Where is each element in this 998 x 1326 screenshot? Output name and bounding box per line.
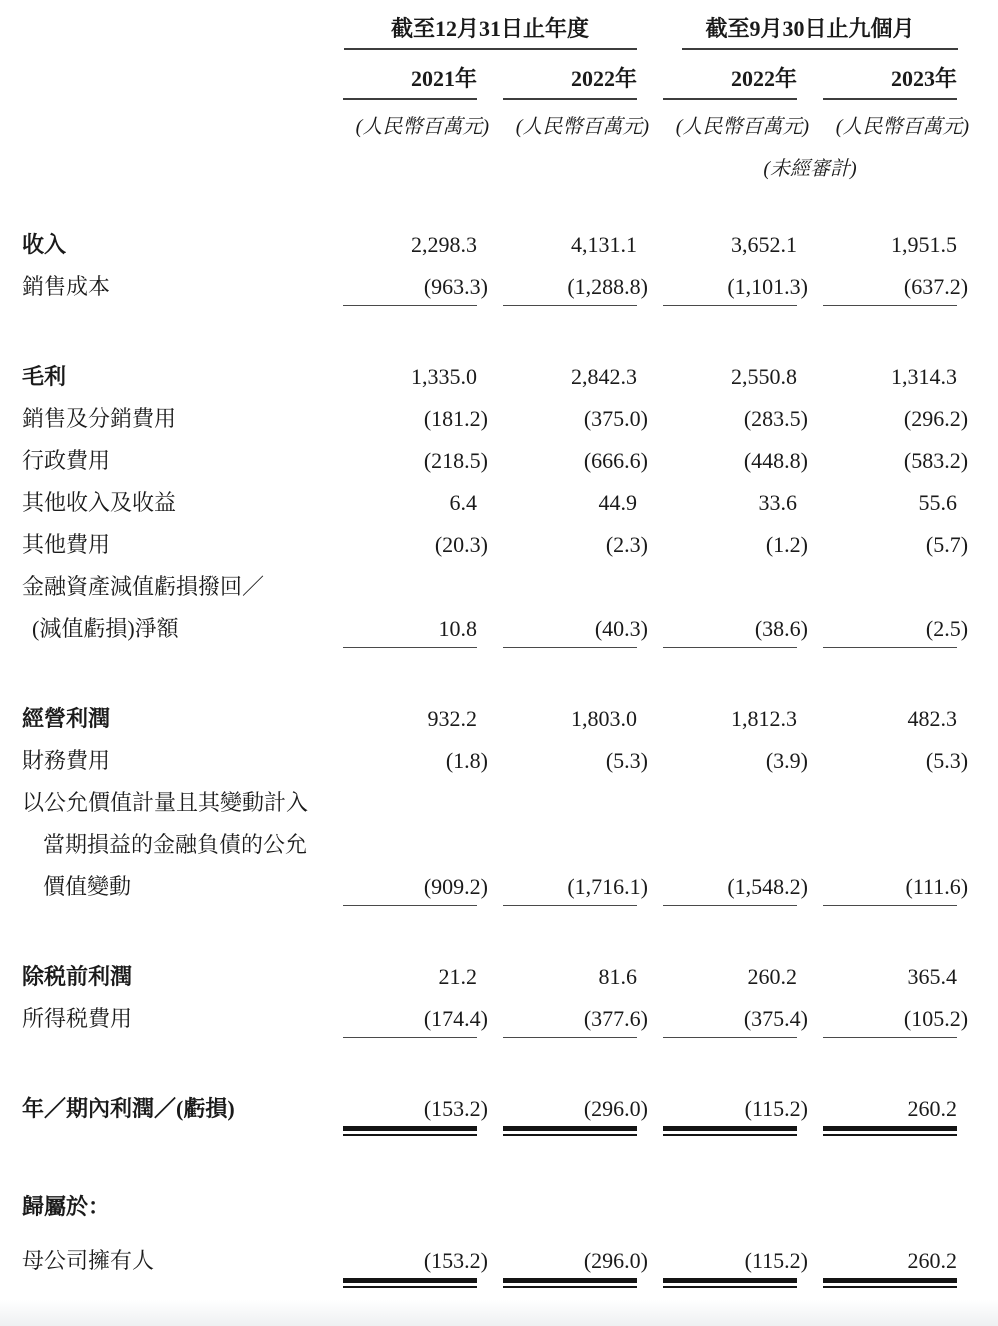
period-group-header bbox=[650, 0, 970, 50]
unaudited-note: (未經審計) bbox=[763, 158, 857, 180]
value-cell: (637.2) bbox=[903, 274, 969, 299]
value-cell: 10.8 bbox=[438, 616, 477, 641]
underline-rule bbox=[343, 647, 477, 648]
value-cell: (1.2) bbox=[765, 532, 809, 557]
value-cell: (3.9) bbox=[765, 748, 809, 773]
value-cell: 2,842.3 bbox=[571, 364, 638, 389]
value-cell: (174.4) bbox=[423, 1006, 488, 1031]
value-cell: (377.6) bbox=[583, 1006, 649, 1031]
row-label: 銷售成本 bbox=[22, 274, 111, 299]
underline-rule bbox=[503, 647, 637, 648]
value-cell: (1,548.2) bbox=[727, 874, 809, 899]
value-cell: (1.8) bbox=[445, 748, 488, 773]
underline-rule bbox=[343, 905, 477, 906]
underline-rule bbox=[823, 905, 957, 906]
row-label: 其他費用 bbox=[22, 532, 111, 557]
row-label: 收入 bbox=[22, 232, 67, 257]
underline-rule bbox=[343, 1037, 477, 1038]
column-year-header: 2023年 bbox=[810, 50, 970, 100]
underline-rule bbox=[503, 905, 637, 906]
value-cell: (111.6) bbox=[905, 874, 969, 899]
total-double-rule bbox=[823, 1126, 957, 1136]
table-row bbox=[22, 314, 970, 398]
unit-note: (人民幣百萬元) bbox=[355, 116, 489, 138]
underline-rule bbox=[663, 647, 797, 648]
column-year-header: 2022年 bbox=[650, 50, 810, 100]
value-cell: (583.2) bbox=[903, 448, 969, 473]
value-cell: (1,101.3) bbox=[727, 274, 809, 299]
spacer-cell bbox=[22, 50, 330, 100]
value-cell: (666.6) bbox=[583, 448, 649, 473]
spacer-cell bbox=[22, 100, 330, 140]
total-double-rule bbox=[663, 1278, 797, 1288]
value-cell: (296.2) bbox=[903, 406, 969, 431]
value-cell: (1,716.1) bbox=[567, 874, 649, 899]
row-label: 年／期內利潤／(虧損) bbox=[22, 1096, 235, 1121]
spacer-cell bbox=[22, 140, 330, 182]
underline-rule bbox=[503, 1037, 637, 1038]
row-label: 價值變動 bbox=[43, 874, 132, 899]
value-cell: (2.5) bbox=[925, 616, 969, 641]
row-label: (減值虧損)淨額 bbox=[32, 616, 179, 641]
value-cell: 932.2 bbox=[427, 706, 477, 731]
row-label: 行政費用 bbox=[22, 448, 111, 473]
income-statement-table bbox=[22, 0, 970, 1296]
value-cell: (153.2) bbox=[423, 1248, 488, 1273]
table-row bbox=[22, 656, 970, 740]
total-double-rule bbox=[503, 1278, 637, 1288]
total-double-rule bbox=[343, 1126, 477, 1136]
column-year-header: 2021年 bbox=[330, 50, 490, 100]
table-row bbox=[22, 566, 970, 608]
page-edge-fade bbox=[0, 1300, 998, 1326]
value-cell: (296.0) bbox=[583, 1096, 649, 1121]
table-row bbox=[22, 866, 970, 914]
value-cell: 260.2 bbox=[747, 964, 798, 989]
value-cell: 1,335.0 bbox=[411, 364, 477, 389]
row-label: 除税前利潤 bbox=[22, 964, 133, 989]
total-double-rule bbox=[503, 1126, 637, 1136]
row-label: 銷售及分銷費用 bbox=[22, 406, 177, 431]
table-row bbox=[22, 398, 970, 440]
unit-note: (人民幣百萬元) bbox=[515, 116, 650, 138]
total-double-rule bbox=[823, 1278, 957, 1288]
period-group-title: 截至9月30日止九個月 bbox=[705, 16, 915, 41]
table-row bbox=[22, 740, 970, 782]
table-row bbox=[22, 266, 970, 314]
spacer-cell bbox=[330, 140, 650, 182]
period-group-title: 截至12月31日止年度 bbox=[391, 16, 590, 41]
value-cell: (296.0) bbox=[583, 1248, 649, 1273]
underline-rule bbox=[663, 905, 797, 906]
table-row bbox=[22, 1144, 970, 1228]
period-group-header bbox=[330, 0, 650, 50]
value-cell: (375.0) bbox=[583, 406, 649, 431]
value-cell: (181.2) bbox=[423, 406, 488, 431]
row-label: 母公司擁有人 bbox=[22, 1248, 155, 1273]
table-row bbox=[22, 482, 970, 524]
row-label: 其他收入及收益 bbox=[22, 490, 177, 515]
row-label: 所得税費用 bbox=[22, 1006, 133, 1031]
value-cell: (448.8) bbox=[743, 448, 809, 473]
value-cell: 33.6 bbox=[758, 490, 798, 515]
value-cell: (153.2) bbox=[423, 1096, 488, 1121]
value-cell: (5.3) bbox=[605, 748, 649, 773]
value-cell: 81.6 bbox=[598, 964, 638, 989]
table-row bbox=[22, 782, 970, 824]
total-double-rule bbox=[663, 1126, 797, 1136]
row-label: 當期損益的金融負債的公允 bbox=[43, 832, 308, 857]
value-cell: 2,298.3 bbox=[411, 232, 477, 257]
value-cell: 4,131.1 bbox=[571, 232, 638, 257]
underline-rule bbox=[663, 1037, 797, 1038]
value-cell: 6.4 bbox=[449, 490, 477, 515]
row-label: 經營利潤 bbox=[22, 706, 111, 731]
value-cell: 260.2 bbox=[907, 1096, 958, 1121]
row-label: 毛利 bbox=[22, 364, 67, 389]
value-cell: (20.3) bbox=[434, 532, 488, 557]
table-row bbox=[22, 1228, 970, 1296]
underline-rule bbox=[663, 305, 797, 306]
table-row bbox=[22, 100, 970, 140]
value-cell: 1,314.3 bbox=[891, 364, 958, 389]
underline-rule bbox=[823, 1037, 957, 1038]
total-double-rule bbox=[343, 1278, 477, 1288]
value-cell: (909.2) bbox=[423, 874, 488, 899]
value-cell: (218.5) bbox=[423, 448, 488, 473]
underline-rule bbox=[503, 305, 637, 306]
value-cell: (5.3) bbox=[925, 748, 969, 773]
value-cell: 3,652.1 bbox=[731, 232, 798, 257]
value-cell: (105.2) bbox=[903, 1006, 969, 1031]
table-row bbox=[22, 914, 970, 998]
value-cell: (2.3) bbox=[605, 532, 649, 557]
column-year-header: 2022年 bbox=[490, 50, 650, 100]
table-row bbox=[22, 0, 970, 50]
value-cell: (40.3) bbox=[594, 616, 649, 641]
table-row bbox=[22, 524, 970, 566]
value-cell: 365.4 bbox=[907, 964, 958, 989]
value-cell: 55.6 bbox=[918, 490, 958, 515]
value-cell: 1,803.0 bbox=[571, 706, 638, 731]
table-row bbox=[22, 440, 970, 482]
table-row bbox=[22, 1046, 970, 1144]
value-cell: 1,812.3 bbox=[731, 706, 798, 731]
value-cell: 21.2 bbox=[438, 964, 477, 989]
row-label: 以公允價值計量且其變動計入 bbox=[22, 790, 309, 815]
underline-rule bbox=[343, 305, 477, 306]
value-cell: (1,288.8) bbox=[567, 274, 649, 299]
table-row bbox=[22, 824, 970, 866]
value-cell: (115.2) bbox=[744, 1248, 809, 1273]
value-cell: (115.2) bbox=[744, 1096, 809, 1121]
table-row bbox=[22, 140, 970, 182]
value-cell: (963.3) bbox=[423, 274, 488, 299]
value-cell: 260.2 bbox=[907, 1248, 958, 1273]
table-row bbox=[22, 998, 970, 1046]
row-label: 歸屬於： bbox=[22, 1194, 111, 1219]
table-row bbox=[22, 608, 970, 656]
value-cell: (5.7) bbox=[925, 532, 969, 557]
value-cell: 44.9 bbox=[598, 490, 638, 515]
value-cell: (283.5) bbox=[743, 406, 809, 431]
underline-rule bbox=[823, 305, 957, 306]
row-label: 金融資產減值虧損撥回／ bbox=[22, 574, 265, 599]
value-cell: (38.6) bbox=[754, 616, 809, 641]
unit-note: (人民幣百萬元) bbox=[835, 116, 970, 138]
value-cell: 1,951.5 bbox=[891, 232, 958, 257]
value-cell: (375.4) bbox=[743, 1006, 809, 1031]
unit-note: (人民幣百萬元) bbox=[675, 116, 810, 138]
spacer-cell bbox=[22, 0, 330, 50]
table-row bbox=[22, 50, 970, 100]
underline-rule bbox=[823, 647, 957, 648]
row-label: 財務費用 bbox=[22, 748, 111, 773]
table-row bbox=[22, 182, 970, 266]
value-cell: 2,550.8 bbox=[731, 364, 798, 389]
value-cell: 482.3 bbox=[907, 706, 958, 731]
